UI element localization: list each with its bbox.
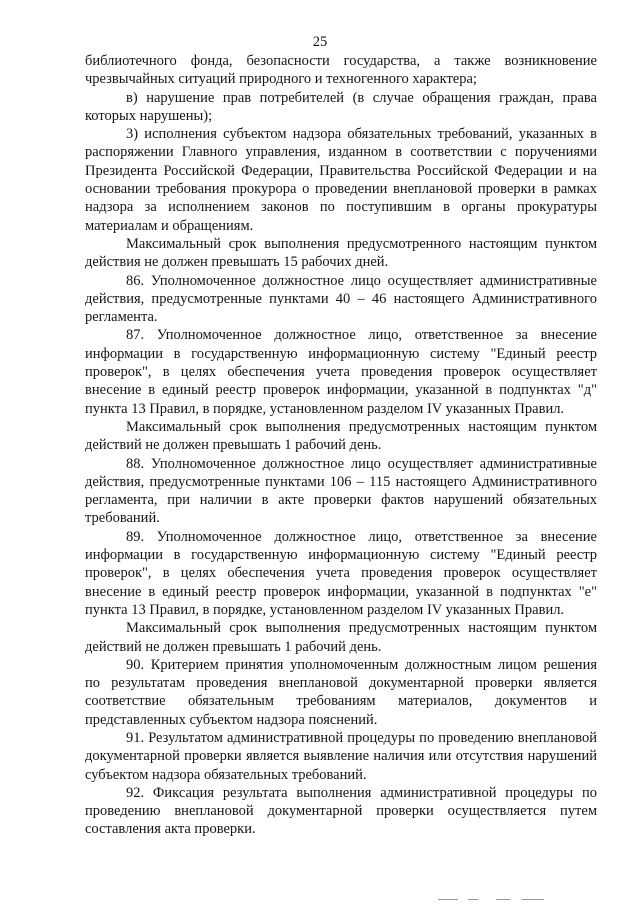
paragraph-92: 92. Фиксация результата выполнения административной процедуры по проведению внеплановой документарной проверки осуществляется путем составления акта проверки. — [85, 784, 597, 838]
document-body — [85, 52, 597, 839]
paragraph-deadline-15-days: Максимальный срок выполнения предусмотренного настоящим пунктом действия не должен превышать 15 рабочих дней. — [85, 235, 597, 271]
paragraph-91: 91. Результатом административной процедуры по проведению внеплановой документарной проверки является выявление наличия или отсутствия нарушений субъектом надзора обязательных требований. — [85, 729, 597, 783]
scan-artifact-marks — [438, 899, 558, 901]
paragraph-87: 87. Уполномоченное должностное лицо, ответственное за внесение информации в государственную информационную систему "Единый реестр проверок", в целях обеспечения учета проведения проверок осуществляет внесение в единый реестр проверок информации, указанной в подпунктах "д" пункта 13 Правил, в порядке, установленном разделом IV указанных Правил. — [85, 327, 597, 417]
paragraph-89: 89. Уполномоченное должностное лицо, ответственное за внесение информации в государственную информационную систему "Единый реестр проверок", в целях обеспечения учета проведения проверок осуществляет внесение в единый реестр проверок информации, указанной в подпунктах "е" пункта 13 Правил, в порядке, установленном разделом IV указанных Правил. — [85, 528, 597, 618]
page-number: 25 — [312, 34, 328, 50]
paragraph-subitem-v: в) нарушение прав потребителей (в случае обращения граждан, права которых нарушены); — [85, 89, 597, 124]
paragraph-continuation: библиотечного фонда, безопасности государства, а также возникновение чрезвычайных ситуаций природного и техногенного характера; — [85, 53, 597, 88]
paragraph-86: 86. Уполномоченное должностное лицо осуществляет административные действия, предусмотренные пунктами 40 – 46 настоящего Административного регламента. — [85, 272, 597, 326]
paragraph-subitem-3: 3) исполнения субъектом надзора обязательных требований, указанных в распоряжении Главного управления, изданном в соответствии с поручениями Президента Российской Федерации, Правительства Российской Федерации и на основании требования прокурора о проведении внеплановой проверки в рамках надзора за исполнением законов по поступившим в органы прокуратуры материалам и обращениям. — [85, 126, 597, 234]
paragraph-90: 90. Критерием принятия уполномоченным должностным лицом решения по результатам проведения внеплановой документарной проверки является соответствие обязательным требованиям материалов, документов и представленных субъектом надзора пояснений. — [85, 656, 597, 728]
paragraph-deadline-1-day: Максимальный срок выполнения предусмотренных настоящим пунктом действий не должен превышать 1 рабочий день. — [85, 620, 597, 655]
paragraph-deadline-1-day: Максимальный срок выполнения предусмотренных настоящим пунктом действий не должен превышать 1 рабочий день. — [85, 418, 597, 454]
paragraph-88: 88. Уполномоченное должностное лицо осуществляет административные действия, предусмотренные пунктами 106 – 115 настоящего Административного регламента, при наличии в акте проверки фактов нарушений обязательных требований. — [85, 455, 597, 527]
